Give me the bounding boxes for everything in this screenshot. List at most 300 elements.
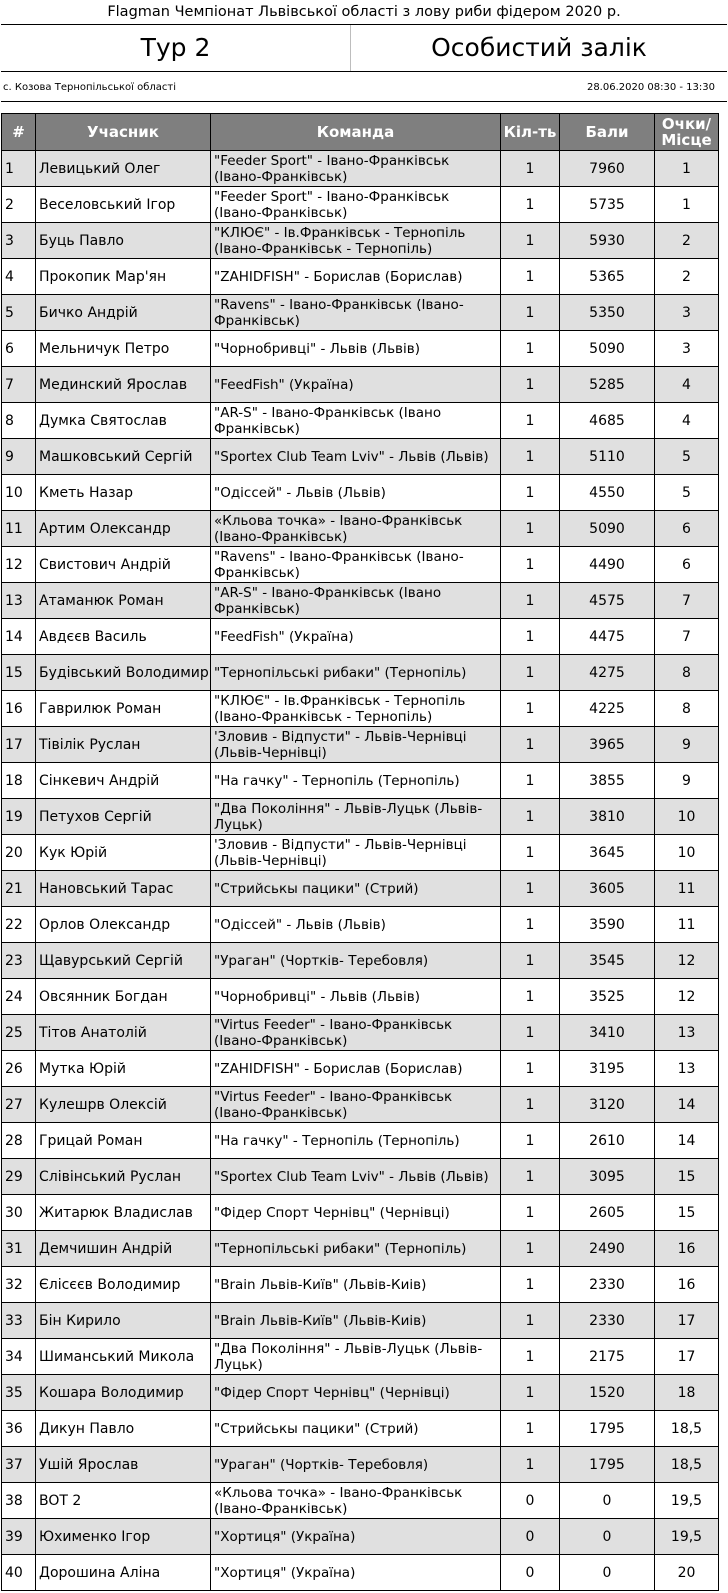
results-body: [2, 151, 719, 1591]
participant-name: Дорошина Аліна: [36, 1555, 211, 1591]
score-value: 3605: [560, 871, 655, 907]
results-table: [1, 113, 719, 1591]
participant-name: Орлов Олександр: [36, 907, 211, 943]
participant-name: Веселовський Ігор: [36, 187, 211, 223]
participant-name: Щавурський Сергій: [36, 943, 211, 979]
team-name: [211, 1555, 501, 1591]
row-number: 5: [2, 295, 36, 331]
row-number: 36: [2, 1411, 36, 1447]
team-name: [211, 727, 501, 763]
team-name: [211, 1087, 501, 1123]
row-number: 18: [2, 763, 36, 799]
table-row: [2, 475, 719, 511]
points-place: 16: [655, 1231, 719, 1267]
points-place: 11: [655, 907, 719, 943]
participant-name: Тівілік Руслан: [36, 727, 211, 763]
score-value: 3810: [560, 799, 655, 835]
table-row: [2, 367, 719, 403]
catch-count: 1: [501, 619, 560, 655]
score-value: 4685: [560, 403, 655, 439]
team-name-text: «Кльова точка» - Івано-Франківськ (Івано-Франківськ): [214, 512, 463, 545]
catch-count: 1: [501, 1051, 560, 1087]
row-number: 4: [2, 259, 36, 295]
team-name-text: "На гачку" - Тернопіль (Тернопіль): [214, 1132, 460, 1149]
catch-count: 1: [501, 367, 560, 403]
row-number: 34: [2, 1339, 36, 1375]
team-name: [211, 151, 501, 187]
team-name-text: "Хортиця" (Україна): [214, 1528, 356, 1545]
points-place: 1: [655, 151, 719, 187]
participant-name: Кук Юрій: [36, 835, 211, 871]
participant-name: BOT 2: [36, 1483, 211, 1519]
team-name-text: "ZAHIDFISH" - Борислав (Борислав): [214, 268, 463, 285]
catch-count: 1: [501, 295, 560, 331]
table-row: [2, 1087, 719, 1123]
table-row: [2, 331, 719, 367]
row-number: 32: [2, 1267, 36, 1303]
catch-count: 1: [501, 439, 560, 475]
team-name-text: "Тернопільські рибаки" (Тернопіль): [214, 1240, 467, 1257]
catch-count: 1: [501, 1303, 560, 1339]
score-value: 5350: [560, 295, 655, 331]
participant-name: Мельничук Петро: [36, 331, 211, 367]
team-name: [211, 691, 501, 727]
row-number: 15: [2, 655, 36, 691]
row-number: 33: [2, 1303, 36, 1339]
datetime-text: 28.06.2020 08:30 - 13:30: [586, 82, 715, 93]
table-row: [2, 439, 719, 475]
points-place: 15: [655, 1195, 719, 1231]
score-value: 2490: [560, 1231, 655, 1267]
score-value: 3545: [560, 943, 655, 979]
score-value: 2330: [560, 1267, 655, 1303]
row-number: 7: [2, 367, 36, 403]
score-value: 0: [560, 1483, 655, 1519]
points-place: 13: [655, 1015, 719, 1051]
catch-count: 1: [501, 223, 560, 259]
points-place: 7: [655, 583, 719, 619]
score-value: 4225: [560, 691, 655, 727]
table-row: [2, 655, 719, 691]
participant-name: Бін Кирило: [36, 1303, 211, 1339]
team-name: [211, 1051, 501, 1087]
points-place: 12: [655, 979, 719, 1015]
participant-name: Будівський Володимир: [36, 655, 211, 691]
score-value: 5090: [560, 511, 655, 547]
team-name: [211, 835, 501, 871]
participant-name: Житарюк Владислав: [36, 1195, 211, 1231]
team-name: [211, 655, 501, 691]
team-name: [211, 1231, 501, 1267]
col-header-count: Кіл-ть: [501, 114, 560, 151]
catch-count: 1: [501, 1411, 560, 1447]
points-place: 2: [655, 259, 719, 295]
participant-name: Сінкевич Андрій: [36, 763, 211, 799]
row-number: 6: [2, 331, 36, 367]
catch-count: 1: [501, 1375, 560, 1411]
team-name-text: "Чорнобривці" - Львів (Львів): [214, 988, 420, 1005]
participant-name: Буць Павло: [36, 223, 211, 259]
row-number: 17: [2, 727, 36, 763]
row-number: 9: [2, 439, 36, 475]
team-name-text: "AR-S" - Івано-Франківськ (Івано Франківськ): [214, 584, 442, 617]
catch-count: 1: [501, 655, 560, 691]
participant-name: Кошара Володимир: [36, 1375, 211, 1411]
team-name-text: "Чорнобривці" - Львів (Львів): [214, 340, 420, 357]
row-number: 14: [2, 619, 36, 655]
score-value: 0: [560, 1555, 655, 1591]
points-place: 15: [655, 1159, 719, 1195]
participant-name: Атаманюк Роман: [36, 583, 211, 619]
participant-name: Юхименко Ігор: [36, 1519, 211, 1555]
team-name-text: "Стрийськы пацики" (Стрий): [214, 880, 419, 897]
participant-name: Демчишин Андрій: [36, 1231, 211, 1267]
score-value: 3525: [560, 979, 655, 1015]
team-name-text: "Sportex Club Team Lviv" - Львів (Львів): [214, 448, 489, 465]
row-number: 22: [2, 907, 36, 943]
catch-count: 1: [501, 187, 560, 223]
row-number: 8: [2, 403, 36, 439]
catch-count: 1: [501, 151, 560, 187]
catch-count: 1: [501, 907, 560, 943]
catch-count: 1: [501, 1195, 560, 1231]
points-place: 16: [655, 1267, 719, 1303]
team-name-text: "Sportex Club Team Lviv" - Львів (Львів): [214, 1168, 489, 1185]
score-value: 1520: [560, 1375, 655, 1411]
score-value: 1795: [560, 1447, 655, 1483]
points-place: 18,5: [655, 1411, 719, 1447]
catch-count: 1: [501, 511, 560, 547]
team-name-text: "Тернопільські рибаки" (Тернопіль): [214, 664, 467, 681]
catch-count: 1: [501, 835, 560, 871]
participant-name: Шиманський Микола: [36, 1339, 211, 1375]
row-number: 38: [2, 1483, 36, 1519]
points-place: 9: [655, 763, 719, 799]
team-name: [211, 367, 501, 403]
points-place: 4: [655, 367, 719, 403]
team-name: [211, 907, 501, 943]
table-row: [2, 1411, 719, 1447]
row-number: 19: [2, 799, 36, 835]
points-place: 19,5: [655, 1519, 719, 1555]
points-place: 17: [655, 1339, 719, 1375]
score-value: 4275: [560, 655, 655, 691]
score-value: 0: [560, 1519, 655, 1555]
team-name: [211, 1447, 501, 1483]
team-name-text: "Ураган" (Чортків- Теребовля): [214, 1456, 429, 1473]
header-box: [1, 24, 727, 72]
score-value: 2330: [560, 1303, 655, 1339]
participant-name: Авдєєв Василь: [36, 619, 211, 655]
table-row: [2, 763, 719, 799]
team-name-text: "ZAHIDFISH" - Борислав (Борислав): [214, 1060, 463, 1077]
team-name: [211, 403, 501, 439]
row-number: 16: [2, 691, 36, 727]
team-name: [211, 439, 501, 475]
score-value: 2605: [560, 1195, 655, 1231]
participant-name: Левицький Олег: [36, 151, 211, 187]
participant-name: Бичко Андрій: [36, 295, 211, 331]
team-name: [211, 547, 501, 583]
team-name-text: "Ravens" - Івано-Франківськ (Івано-Франківськ): [214, 548, 464, 581]
score-value: 2175: [560, 1339, 655, 1375]
row-number: 1: [2, 151, 36, 187]
points-place: 6: [655, 547, 719, 583]
score-value: 3195: [560, 1051, 655, 1087]
row-number: 31: [2, 1231, 36, 1267]
catch-count: 0: [501, 1555, 560, 1591]
score-value: 3410: [560, 1015, 655, 1051]
participant-name: Свистович Андрій: [36, 547, 211, 583]
participant-name: Дикун Павло: [36, 1411, 211, 1447]
catch-count: 1: [501, 1159, 560, 1195]
participant-name: Мединский Ярослав: [36, 367, 211, 403]
catch-count: 1: [501, 1339, 560, 1375]
score-value: 3590: [560, 907, 655, 943]
table-row: [2, 835, 719, 871]
score-value: 5365: [560, 259, 655, 295]
score-value: 5110: [560, 439, 655, 475]
table-row: [2, 1231, 719, 1267]
table-row: [2, 1483, 719, 1519]
team-name: [211, 331, 501, 367]
participant-name: Єлісєєв Володимир: [36, 1267, 211, 1303]
table-row: [2, 1375, 719, 1411]
col-header-team: Команда: [211, 114, 501, 151]
row-number: 27: [2, 1087, 36, 1123]
score-value: 3645: [560, 835, 655, 871]
score-value: 3965: [560, 727, 655, 763]
team-name: [211, 1483, 501, 1519]
team-name: [211, 1519, 501, 1555]
points-place: 12: [655, 943, 719, 979]
team-name-text: "Virtus Feeder" - Івано-Франківськ (Івано-Франківськ): [214, 1016, 453, 1049]
points-place: 6: [655, 511, 719, 547]
points-place: 10: [655, 799, 719, 835]
team-name: [211, 1411, 501, 1447]
table-row: [2, 907, 719, 943]
table-row: [2, 259, 719, 295]
points-place: 13: [655, 1051, 719, 1087]
points-place: 17: [655, 1303, 719, 1339]
score-value: 4550: [560, 475, 655, 511]
col-header-points: Очки/Місце: [655, 114, 719, 151]
points-place: 3: [655, 295, 719, 331]
team-name: [211, 1015, 501, 1051]
catch-count: 1: [501, 979, 560, 1015]
points-place: 10: [655, 835, 719, 871]
row-number: 37: [2, 1447, 36, 1483]
row-number: 25: [2, 1015, 36, 1051]
table-row: [2, 799, 719, 835]
team-name-text: "Feeder Sport" - Івано-Франківськ (Івано-Франківськ): [214, 188, 450, 221]
team-name-text: "FeedFish" (Україна): [214, 376, 354, 393]
points-place: 3: [655, 331, 719, 367]
row-number: 24: [2, 979, 36, 1015]
team-name: [211, 259, 501, 295]
catch-count: 1: [501, 799, 560, 835]
team-name-text: "FeedFish" (Україна): [214, 628, 354, 645]
table-row: [2, 187, 719, 223]
catch-count: 1: [501, 1087, 560, 1123]
table-row: [2, 727, 719, 763]
points-place: 1: [655, 187, 719, 223]
catch-count: 0: [501, 1483, 560, 1519]
score-value: 5285: [560, 367, 655, 403]
table-row: [2, 1267, 719, 1303]
participant-name: Ушій Ярослав: [36, 1447, 211, 1483]
row-number: 29: [2, 1159, 36, 1195]
team-name-text: "Фідер Спорт Чернівц" (Чернівці): [214, 1204, 450, 1221]
catch-count: 1: [501, 727, 560, 763]
row-number: 39: [2, 1519, 36, 1555]
row-number: 10: [2, 475, 36, 511]
team-name: [211, 871, 501, 907]
catch-count: 1: [501, 475, 560, 511]
table-row: [2, 295, 719, 331]
participant-name: Думка Святослав: [36, 403, 211, 439]
participant-name: Артим Олександр: [36, 511, 211, 547]
table-row: [2, 583, 719, 619]
score-value: 3095: [560, 1159, 655, 1195]
participant-name: Слівінський Руслан: [36, 1159, 211, 1195]
team-name: [211, 583, 501, 619]
row-number: 11: [2, 511, 36, 547]
table-row: [2, 403, 719, 439]
team-name-text: «Кльова точка» - Івано-Франківськ (Івано-Франківськ): [214, 1484, 463, 1517]
team-name: [211, 295, 501, 331]
table-row: [2, 1123, 719, 1159]
score-value: 5090: [560, 331, 655, 367]
col-header-num: #: [2, 114, 36, 151]
participant-name: Гаврилюк Роман: [36, 691, 211, 727]
table-row: [2, 619, 719, 655]
score-value: 3120: [560, 1087, 655, 1123]
table-row: [2, 1159, 719, 1195]
team-name: [211, 1267, 501, 1303]
team-name-text: "На гачку" - Тернопіль (Тернопіль): [214, 772, 460, 789]
team-name: [211, 223, 501, 259]
row-number: 30: [2, 1195, 36, 1231]
points-place: 8: [655, 691, 719, 727]
catch-count: 1: [501, 1015, 560, 1051]
points-place: 5: [655, 439, 719, 475]
col-header-score: Бали: [560, 114, 655, 151]
team-name-text: "КЛЮЄ" - Ів.Франківськ - Тернопіль (Івано-Франківськ - Тернопіль): [214, 224, 466, 257]
points-place: 2: [655, 223, 719, 259]
row-number: 3: [2, 223, 36, 259]
team-name: [211, 511, 501, 547]
participant-name: Тітов Анатолій: [36, 1015, 211, 1051]
points-place: 18: [655, 1375, 719, 1411]
score-value: 2610: [560, 1123, 655, 1159]
team-name-text: "Ravens" - Івано-Франківськ (Івано-Франківськ): [214, 296, 464, 329]
row-number: 35: [2, 1375, 36, 1411]
catch-count: 1: [501, 943, 560, 979]
team-name: [211, 979, 501, 1015]
table-row: [2, 1195, 719, 1231]
row-number: 21: [2, 871, 36, 907]
table-row: [2, 223, 719, 259]
table-row: [2, 1519, 719, 1555]
table-row: [2, 1447, 719, 1483]
participant-name: Грицай Роман: [36, 1123, 211, 1159]
team-name: [211, 1195, 501, 1231]
team-name: [211, 475, 501, 511]
row-number: 28: [2, 1123, 36, 1159]
points-place: 5: [655, 475, 719, 511]
points-place: 4: [655, 403, 719, 439]
score-value: 1795: [560, 1411, 655, 1447]
tour-label: Тур 2: [1, 25, 351, 71]
team-name: [211, 1303, 501, 1339]
team-name-text: "Ураган" (Чортків- Теребовля): [214, 952, 429, 969]
team-name: [211, 1159, 501, 1195]
row-number: 20: [2, 835, 36, 871]
score-value: 5735: [560, 187, 655, 223]
team-name-text: "Virtus Feeder" - Івано-Франківськ (Івано-Франківськ): [214, 1088, 453, 1121]
location-text: с. Козова Тернопільської області: [3, 82, 176, 93]
team-name: [211, 763, 501, 799]
team-name: [211, 187, 501, 223]
team-name-text: 'Зловив - Відпусти" - Львів-Чернівці (Львів-Чернівці): [214, 836, 467, 869]
participant-name: Прокопик Мар'ян: [36, 259, 211, 295]
team-name-text: "Стрийськы пацики" (Стрий): [214, 1420, 419, 1437]
catch-count: 1: [501, 331, 560, 367]
team-name-text: "Фідер Спорт Чернівц" (Чернівці): [214, 1384, 450, 1401]
table-row: [2, 1015, 719, 1051]
catch-count: 1: [501, 871, 560, 907]
team-name: [211, 943, 501, 979]
points-place: 19,5: [655, 1483, 719, 1519]
points-place: 7: [655, 619, 719, 655]
points-place: 14: [655, 1087, 719, 1123]
info-bar: [1, 74, 727, 102]
score-value: 4490: [560, 547, 655, 583]
team-name-text: "КЛЮЄ" - Ів.Франківськ - Тернопіль (Івано-Франківськ - Тернопіль): [214, 692, 466, 725]
catch-count: 1: [501, 1231, 560, 1267]
section-label: Особистий залік: [431, 33, 647, 62]
row-number: 23: [2, 943, 36, 979]
team-name-text: "Хортиця" (Україна): [214, 1564, 356, 1581]
row-number: 12: [2, 547, 36, 583]
score-value: 7960: [560, 151, 655, 187]
team-name-text: "Одіссей" - Львів (Львів): [214, 484, 386, 501]
catch-count: 1: [501, 583, 560, 619]
row-number: 26: [2, 1051, 36, 1087]
table-row: [2, 1555, 719, 1591]
table-row: [2, 511, 719, 547]
catch-count: 1: [501, 691, 560, 727]
catch-count: 1: [501, 1267, 560, 1303]
table-row: [2, 1051, 719, 1087]
catch-count: 1: [501, 763, 560, 799]
table-row: [2, 547, 719, 583]
score-value: 4475: [560, 619, 655, 655]
table-header-row: [2, 114, 719, 151]
catch-count: 1: [501, 1447, 560, 1483]
catch-count: 1: [501, 547, 560, 583]
team-name-text: "Два Покоління" - Львів-Луцьк (Львів-Луцьк): [214, 1340, 483, 1373]
table-row: [2, 1339, 719, 1375]
score-value: 3855: [560, 763, 655, 799]
points-place: 11: [655, 871, 719, 907]
table-row: [2, 943, 719, 979]
team-name: [211, 799, 501, 835]
participant-name: Овсянник Богдан: [36, 979, 211, 1015]
catch-count: 1: [501, 259, 560, 295]
team-name-text: "Brain Львів-Київ" (Львів-Киів): [214, 1276, 427, 1293]
